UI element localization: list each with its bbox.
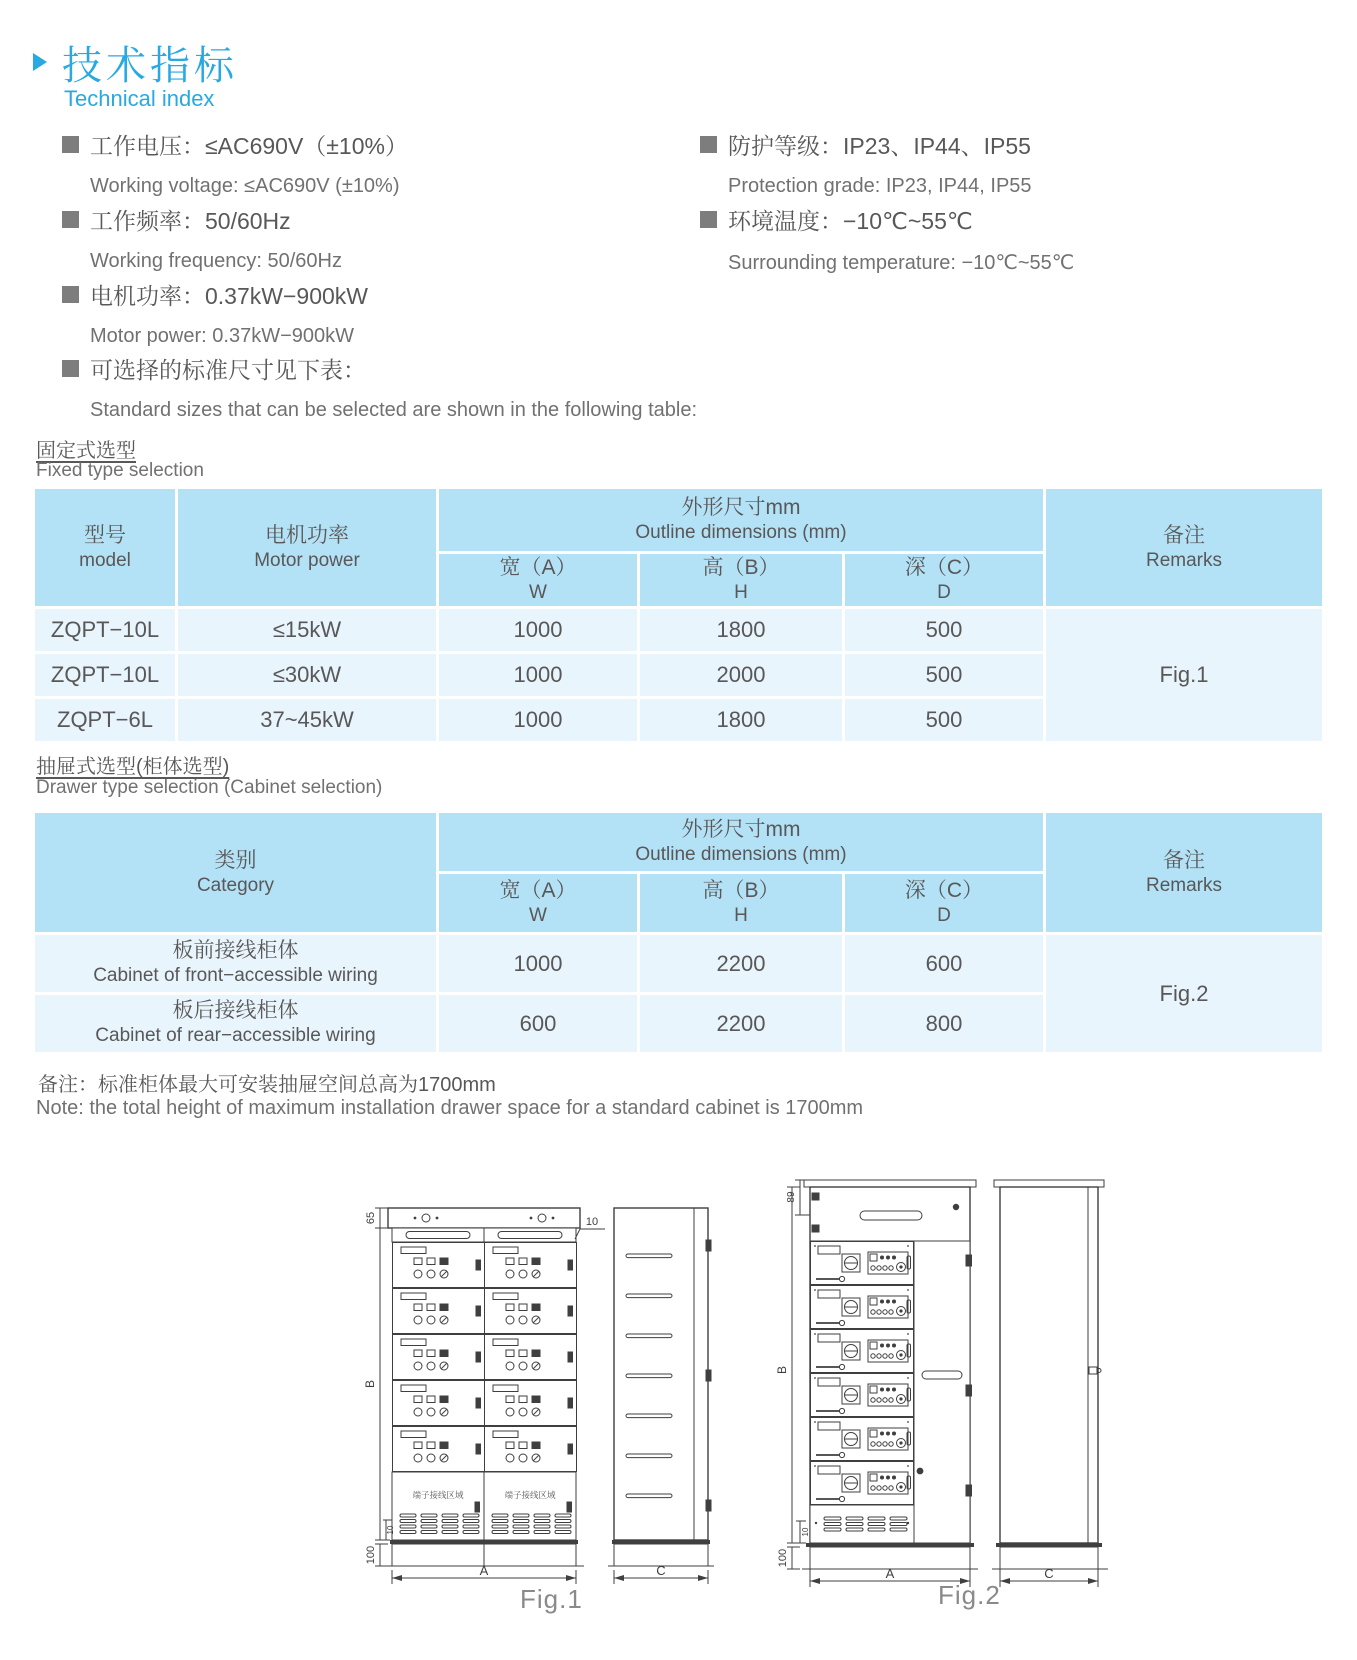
cell-category-en: Cabinet of rear−accessible wiring bbox=[95, 1025, 376, 1047]
fixed-table-label-zh: 固定式选型 bbox=[36, 440, 136, 462]
header-zh: 外形尺寸mm bbox=[681, 818, 801, 841]
header-zh: 外形尺寸mm bbox=[681, 496, 801, 519]
header-zh: 电机功率 bbox=[265, 523, 349, 547]
spec-motor-power bbox=[62, 278, 368, 348]
cell-remarks: Fig.2 bbox=[1046, 935, 1322, 1052]
column-header-remarks bbox=[1046, 489, 1322, 606]
spec-zh-text: 防护等级：IP23、IP44、IP55 bbox=[728, 133, 1031, 159]
header-en: Category bbox=[196, 874, 275, 896]
column-header-power bbox=[178, 489, 436, 606]
fig1-drawing bbox=[342, 1180, 722, 1610]
square-bullet-icon bbox=[62, 286, 79, 303]
square-bullet-icon bbox=[700, 136, 717, 153]
cell-category bbox=[35, 995, 436, 1052]
header-zh: 高（B） bbox=[702, 556, 780, 579]
header-zh: 备注 bbox=[1163, 523, 1205, 547]
column-header-outline bbox=[439, 489, 1043, 551]
cell-category-en: Cabinet of front−accessible wiring bbox=[93, 965, 378, 987]
square-bullet-icon bbox=[62, 211, 79, 228]
section-triangle-icon bbox=[33, 53, 47, 71]
spec-standard-sizes bbox=[62, 352, 697, 422]
cell-depth: 500 bbox=[845, 654, 1043, 696]
header-zh: 高（B） bbox=[702, 879, 780, 902]
column-header-model bbox=[35, 489, 175, 606]
cell-model: ZQPT−10L bbox=[35, 654, 175, 696]
fig2-dim-base: 100 bbox=[777, 1548, 789, 1568]
note-en: Note: the total height of maximum installation drawer space for a standard cabinet is 1700mm bbox=[36, 1097, 864, 1119]
header-zh: 宽（A） bbox=[499, 556, 577, 579]
fixed-type-table bbox=[32, 486, 1325, 744]
header-zh: 备注 bbox=[1163, 848, 1205, 872]
column-header-width bbox=[439, 554, 637, 606]
spec-zh-text: 环境温度：−10℃~55℃ bbox=[728, 208, 973, 234]
cell-height: 2200 bbox=[640, 935, 842, 992]
cell-width: 1000 bbox=[439, 609, 637, 651]
note-zh: 备注：标准柜体最大可安装抽屉空间总高为1700mm bbox=[38, 1074, 496, 1096]
column-header-height bbox=[640, 554, 842, 606]
drawer-type-table bbox=[32, 810, 1325, 1055]
spec-zh-text: 电机功率：0.37kW−900kW bbox=[90, 283, 368, 309]
fig1-terminal-area-label: 端子接线区域 bbox=[504, 1490, 556, 1500]
square-bullet-icon bbox=[62, 360, 79, 377]
square-bullet-icon bbox=[700, 211, 717, 228]
page-title: 技术指标 bbox=[62, 44, 238, 88]
column-header-depth bbox=[845, 874, 1043, 932]
cell-power: ≤15kW bbox=[178, 609, 436, 651]
table-row bbox=[35, 935, 1322, 992]
cell-depth: 800 bbox=[845, 995, 1043, 1052]
cell-depth: 500 bbox=[845, 609, 1043, 651]
spec-zh-text: 可选择的标准尺寸见下表： bbox=[90, 357, 366, 383]
cell-category-zh: 板前接线柜体 bbox=[172, 939, 299, 963]
fig1-caption: Fig.1 bbox=[520, 1584, 583, 1614]
header-en: W bbox=[529, 905, 547, 927]
spec-working-frequency bbox=[62, 203, 342, 273]
cell-height: 2000 bbox=[640, 654, 842, 696]
header-en: model bbox=[79, 549, 131, 571]
cell-category bbox=[35, 935, 436, 992]
fig1-dim-depth: C bbox=[656, 1563, 666, 1578]
spec-zh-text: 工作电压：≤AC690V（±10%） bbox=[90, 133, 408, 159]
drawer-table-label-en: Drawer type selection (Cabinet selection) bbox=[36, 777, 383, 798]
column-header-depth bbox=[845, 554, 1043, 606]
spec-en-text: Working voltage: ≤AC690V (±10%) bbox=[90, 175, 400, 197]
page-subtitle: Technical index bbox=[64, 86, 215, 111]
cell-height: 1800 bbox=[640, 609, 842, 651]
cell-depth: 600 bbox=[845, 935, 1043, 992]
table-header-row bbox=[35, 813, 1322, 871]
cell-power: 37~45kW bbox=[178, 699, 436, 741]
spec-en-text: Standard sizes that can be selected are shown in the following table: bbox=[90, 399, 698, 421]
header-en: Motor power bbox=[254, 549, 360, 571]
cell-width: 600 bbox=[439, 995, 637, 1052]
fig2-dim-depth: C bbox=[1044, 1566, 1054, 1581]
spec-working-voltage bbox=[62, 128, 408, 198]
fixed-table-label-en: Fixed type selection bbox=[36, 460, 204, 481]
cell-width: 1000 bbox=[439, 654, 637, 696]
header-zh: 深（C） bbox=[904, 556, 984, 579]
header-en: Outline dimensions (mm) bbox=[635, 522, 847, 544]
spec-en-text: Motor power: 0.37kW−900kW bbox=[90, 325, 354, 347]
header-en: Remarks bbox=[1145, 549, 1222, 571]
spec-protection-grade bbox=[700, 128, 1032, 198]
header-zh: 类别 bbox=[214, 848, 257, 872]
fig1-dim-width: A bbox=[479, 1563, 489, 1578]
drawer-table-label-zh: 抽屉式选型(柜体选型) bbox=[36, 756, 230, 778]
fig2-caption: Fig.2 bbox=[938, 1580, 1001, 1610]
column-header-width bbox=[439, 874, 637, 932]
spec-en-text: Protection grade: IP23, IP44, IP55 bbox=[728, 175, 1032, 197]
spec-en-text: Surrounding temperature: −10℃~55℃ bbox=[728, 252, 1075, 274]
cell-power: ≤30kW bbox=[178, 654, 436, 696]
header-en: Outline dimensions (mm) bbox=[635, 844, 847, 866]
cell-model: ZQPT−6L bbox=[35, 699, 175, 741]
fig1-dim-height: B bbox=[363, 1379, 377, 1389]
column-header-remarks bbox=[1046, 813, 1322, 932]
fig2-dim-height: B bbox=[775, 1365, 789, 1375]
header-en: W bbox=[529, 582, 547, 604]
cell-category-zh: 板后接线柜体 bbox=[172, 999, 299, 1023]
cell-width: 1000 bbox=[439, 699, 637, 741]
header-zh: 型号 bbox=[84, 523, 126, 547]
table-row bbox=[35, 609, 1322, 651]
cell-depth: 500 bbox=[845, 699, 1043, 741]
header-en: H bbox=[734, 582, 748, 604]
column-header-category bbox=[35, 813, 436, 932]
spec-en-text: Working frequency: 50/60Hz bbox=[90, 250, 342, 272]
header-en: D bbox=[937, 905, 951, 927]
table-header-row bbox=[35, 489, 1322, 551]
header-zh: 宽（A） bbox=[499, 879, 577, 902]
fig1-terminal-area-label: 端子接线区域 bbox=[412, 1490, 464, 1500]
header-en: Remarks bbox=[1145, 874, 1222, 896]
square-bullet-icon bbox=[62, 136, 79, 153]
fig2-dim-width: A bbox=[885, 1566, 895, 1581]
column-header-height bbox=[640, 874, 842, 932]
header-en: H bbox=[734, 905, 748, 927]
cell-height: 1800 bbox=[640, 699, 842, 741]
cell-height: 2200 bbox=[640, 995, 842, 1052]
header-en: D bbox=[937, 582, 951, 604]
fig2-dim-vent: 10 bbox=[801, 1527, 810, 1537]
fig1-dim-top-gap: 10 bbox=[585, 1216, 599, 1228]
column-header-outline bbox=[439, 813, 1043, 871]
cell-width: 1000 bbox=[439, 935, 637, 992]
spec-surrounding-temperature bbox=[700, 203, 1074, 275]
fig1-dim-vent: 10 bbox=[386, 1525, 395, 1535]
fig1-dim-cap: 65 bbox=[365, 1211, 377, 1225]
cell-model: ZQPT−10L bbox=[35, 609, 175, 651]
header-zh: 深（C） bbox=[904, 879, 984, 902]
spec-zh-text: 工作频率：50/60Hz bbox=[90, 208, 291, 234]
fig2-dim-top: 89 bbox=[786, 1191, 797, 1203]
fig1-dim-base: 100 bbox=[365, 1545, 377, 1565]
fig2-drawing bbox=[730, 1155, 1120, 1615]
cell-remarks: Fig.1 bbox=[1046, 609, 1322, 741]
